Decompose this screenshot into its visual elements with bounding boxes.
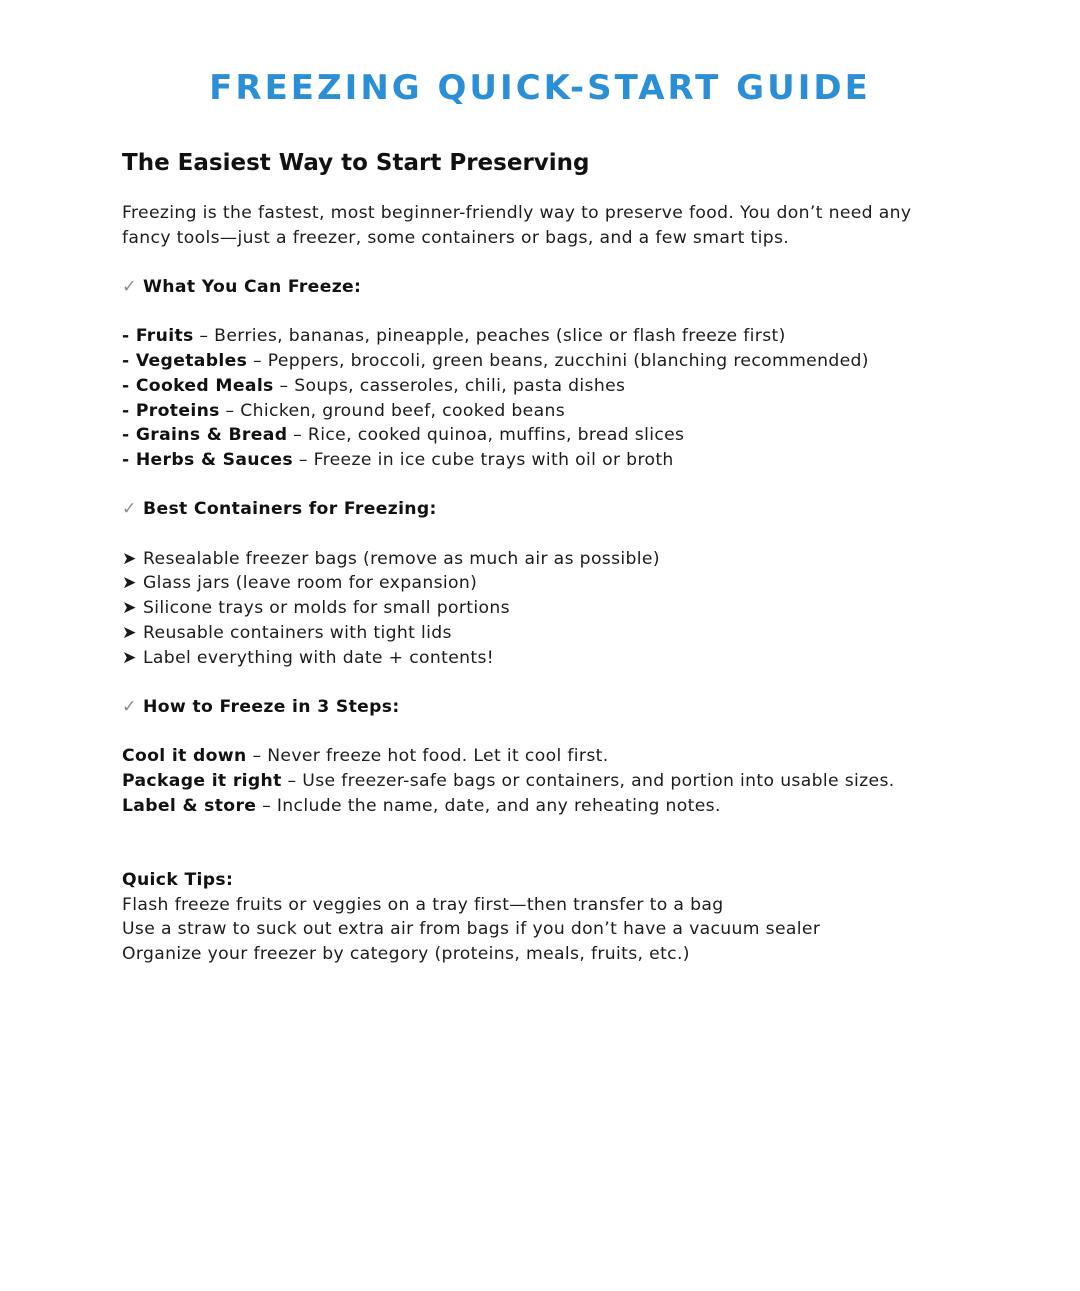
item-label: - Proteins — [122, 400, 220, 421]
arrow-bullet-icon: ➤ — [122, 573, 137, 594]
spacer — [122, 670, 982, 695]
spacer — [122, 843, 982, 868]
step-label: Package it right — [122, 771, 282, 792]
list-item-herbs-sauces — [122, 448, 982, 473]
item-label: - Vegetables — [122, 351, 248, 372]
list-item — [122, 646, 982, 671]
heading-text: How to Freeze in 3 Steps: — [143, 696, 400, 717]
how-to-freeze-heading — [122, 695, 982, 720]
list-item — [122, 547, 982, 572]
item-text: Resealable freezer bags (remove as much air as possible) — [143, 548, 660, 569]
list-item-grains-bread — [122, 423, 982, 448]
item-text: Silicone trays or molds for small portions — [143, 598, 510, 619]
tip-item: Use a straw to suck out extra air from bags if you don’t have a vacuum sealer — [122, 919, 821, 940]
intro-line-2: fancy tools—just a freezer, some containers or bags, and a few smart tips. — [122, 227, 790, 248]
arrow-bullet-icon: ➤ — [122, 622, 137, 643]
arrow-bullet-icon: ➤ — [122, 647, 137, 668]
list-item-vegetables — [122, 349, 982, 374]
step-package-it-right — [122, 769, 982, 794]
arrow-bullet-icon: ➤ — [122, 598, 137, 619]
check-mark-icon: ✓ — [122, 499, 137, 520]
spacer — [122, 473, 982, 498]
step-cool-it-down — [122, 744, 982, 769]
spacer — [122, 522, 982, 547]
item-label: - Fruits — [122, 326, 194, 347]
list-item — [122, 571, 982, 596]
item-text: Glass jars (leave room for expansion) — [143, 573, 478, 594]
list-item-proteins — [122, 399, 982, 424]
quick-tips-heading: Quick Tips: — [122, 869, 234, 890]
spacer — [122, 720, 982, 745]
tip-item: Organize your freezer by category (proteins, meals, fruits, etc.) — [122, 943, 690, 964]
item-text: – Freeze in ice cube trays with oil or broth — [293, 450, 674, 470]
item-label: - Cooked Meals — [122, 375, 274, 396]
heading-text: Best Containers for Freezing: — [143, 499, 437, 520]
guide-content — [122, 146, 982, 967]
step-text: – Use freezer-safe bags or containers, and portion into usable sizes. — [281, 771, 895, 792]
step-text: – Include the name, date, and any reheating notes. — [256, 795, 721, 816]
item-text: – Soups, casseroles, chili, pasta dishes — [273, 375, 626, 396]
intro-line-1: Freezing is the fastest, most beginner-friendly way to preserve food. You don’t need any — [122, 203, 912, 223]
item-label: - Grains & Bread — [122, 425, 288, 446]
item-text: – Chicken, ground beef, cooked beans — [219, 400, 566, 421]
check-mark-icon: ✓ — [122, 277, 137, 298]
best-containers-heading — [122, 497, 982, 522]
what-you-can-freeze-heading — [122, 275, 982, 300]
item-text: – Rice, cooked quinoa, muffins, bread slices — [287, 425, 685, 446]
list-item-fruits — [122, 324, 982, 349]
step-label: Label & store — [122, 795, 257, 816]
arrow-bullet-icon: ➤ — [122, 548, 137, 569]
heading-text: What You Can Freeze: — [143, 277, 362, 298]
step-label: Cool it down — [122, 746, 247, 767]
list-item — [122, 621, 982, 646]
spacer — [122, 250, 982, 275]
item-text: – Berries, bananas, pineapple, peaches (slice or flash freeze first) — [193, 326, 786, 347]
list-item — [122, 596, 982, 621]
list-item-cooked-meals — [122, 374, 982, 399]
item-text: – Peppers, broccoli, green beans, zucchini (blanching recommended) — [247, 351, 869, 372]
item-text: Label everything with date + contents! — [143, 647, 495, 668]
step-text: – Never freeze hot food. Let it cool first. — [246, 746, 609, 767]
item-text: Reusable containers with tight lids — [143, 622, 452, 643]
tip-item: Flash freeze fruits or veggies on a tray first—then transfer to a bag — [122, 894, 724, 915]
section-subtitle: The Easiest Way to Start Preserving — [122, 150, 590, 176]
check-mark-icon: ✓ — [122, 696, 137, 717]
page-title: FREEZING QUICK-START GUIDE — [209, 68, 871, 108]
step-label-store — [122, 794, 982, 819]
item-label: - Herbs & Sauces — [122, 450, 294, 470]
spacer — [122, 818, 982, 843]
spacer — [122, 300, 982, 325]
